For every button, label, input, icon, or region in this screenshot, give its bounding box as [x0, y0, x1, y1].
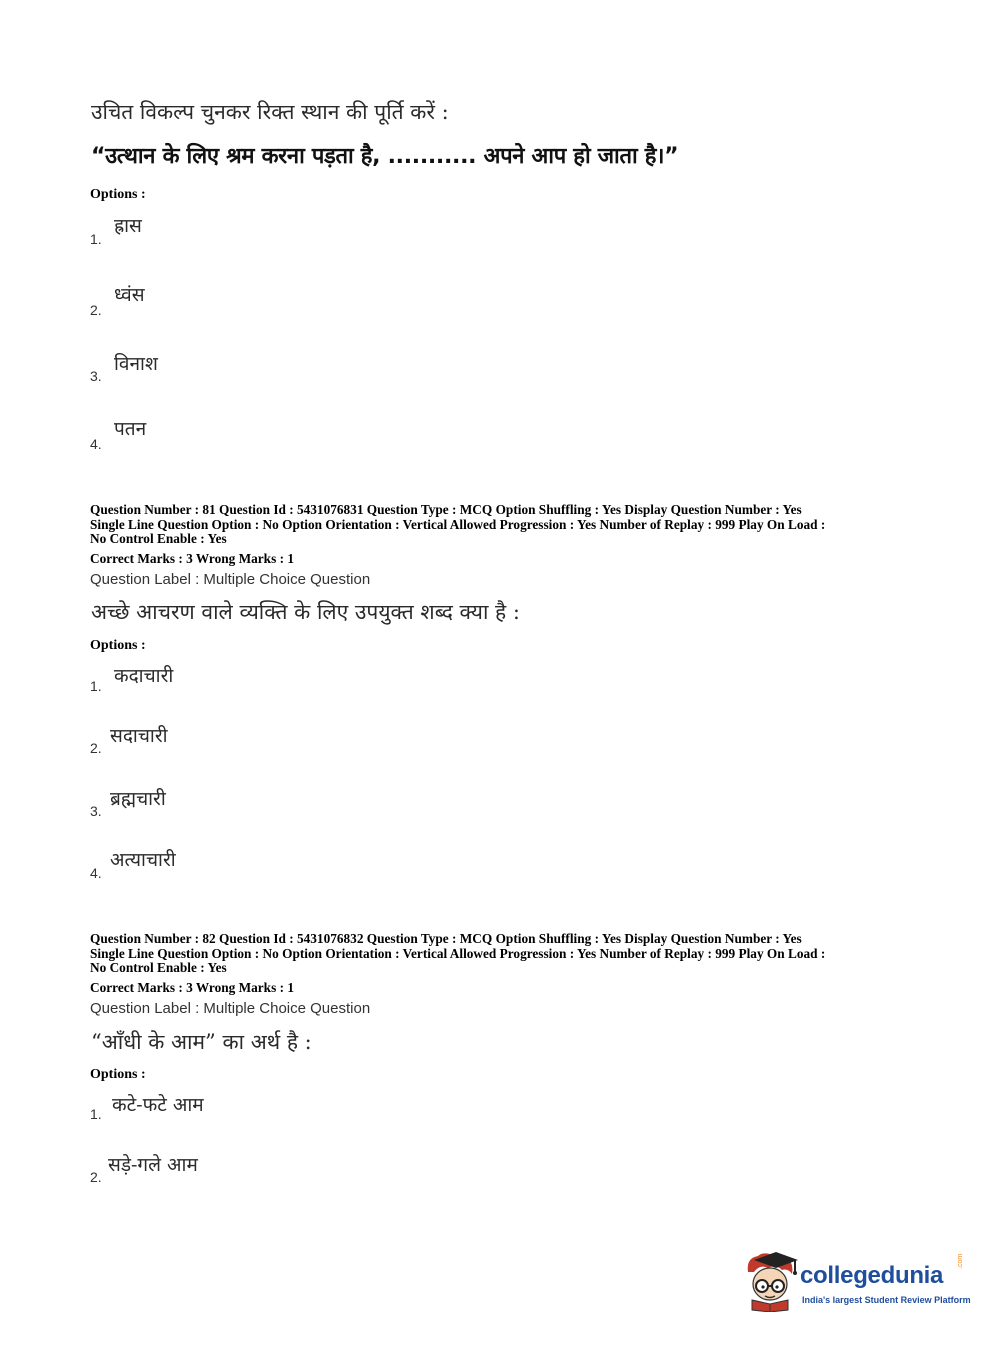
option-number: 2. [90, 1169, 102, 1185]
question-meta-line: Question Number : 81 Question Id : 5431076831 Question Type : MCQ Option Shuffling : Yes Display Question Number : Yes [90, 502, 802, 517]
question-text: “आँधी के आम” का अर्थ है : [91, 1030, 312, 1054]
question-marks: Correct Marks : 3 Wrong Marks : 1 [90, 980, 294, 995]
question-meta-line: No Control Enable : Yes [90, 531, 227, 546]
question-label: Question Label : Multiple Choice Question [90, 1000, 371, 1017]
option-number: 1. [90, 1106, 102, 1122]
logo-com: .com [957, 1253, 964, 1269]
option-text: ब्रह्मचारी [110, 788, 166, 810]
option-text: अत्याचारी [110, 849, 176, 871]
question-sentence: “उत्थान के लिए श्रम करना पड़ता है, ........... अपने आप हो जाता है।” [91, 144, 679, 169]
question-meta [90, 503, 825, 547]
option-number: 3. [90, 368, 102, 384]
logo-wordmark: collegedunia [800, 1262, 944, 1289]
option-number: 1. [90, 231, 102, 247]
option-text: कदाचारी [114, 665, 174, 687]
mascot-icon [742, 1250, 800, 1312]
question-instruction: उचित विकल्प चुनकर रिक्त स्थान की पूर्ति करें : [91, 100, 449, 124]
option-text: ह्रास [114, 215, 142, 237]
question-label: Question Label : Multiple Choice Question [90, 571, 371, 588]
logo-tagline: India's largest Student Review Platform [802, 1295, 971, 1305]
option-number: 2. [90, 740, 102, 756]
option-text: पतन [114, 418, 147, 440]
question-marks: Correct Marks : 3 Wrong Marks : 1 [90, 551, 294, 566]
question-meta-line: Question Number : 82 Question Id : 5431076832 Question Type : MCQ Option Shuffling : Yes Display Question Number : Yes [90, 931, 802, 946]
collegedunia-logo [742, 1250, 972, 1316]
question-meta-line: Single Line Question Option : No Option Orientation : Vertical Allowed Progression : Yes Number of Replay : 999 Play On Load : [90, 945, 826, 961]
question-meta [90, 932, 825, 976]
options-heading: Options : [90, 1067, 146, 1082]
option-number: 3. [90, 803, 102, 819]
option-text: ध्वंस [114, 284, 145, 306]
options-heading: Options : [90, 638, 146, 653]
option-text: सदाचारी [110, 725, 168, 747]
option-text: सड़े-गले आम [108, 1154, 198, 1176]
options-heading: Options : [90, 187, 146, 202]
question-meta-line: Single Line Question Option : No Option Orientation : Vertical Allowed Progression : Yes Number of Replay : 999 Play On Load : [90, 516, 826, 532]
option-text: कटे-फटे आम [112, 1094, 204, 1116]
question-text: अच्छे आचरण वाले व्यक्ति के लिए उपयुक्त शब्द क्या है : [91, 600, 520, 624]
option-number: 1. [90, 678, 102, 694]
option-text: विनाश [114, 353, 158, 375]
option-number: 4. [90, 865, 102, 881]
option-number: 2. [90, 302, 102, 318]
option-number: 4. [90, 436, 102, 452]
question-meta-line: No Control Enable : Yes [90, 960, 227, 975]
